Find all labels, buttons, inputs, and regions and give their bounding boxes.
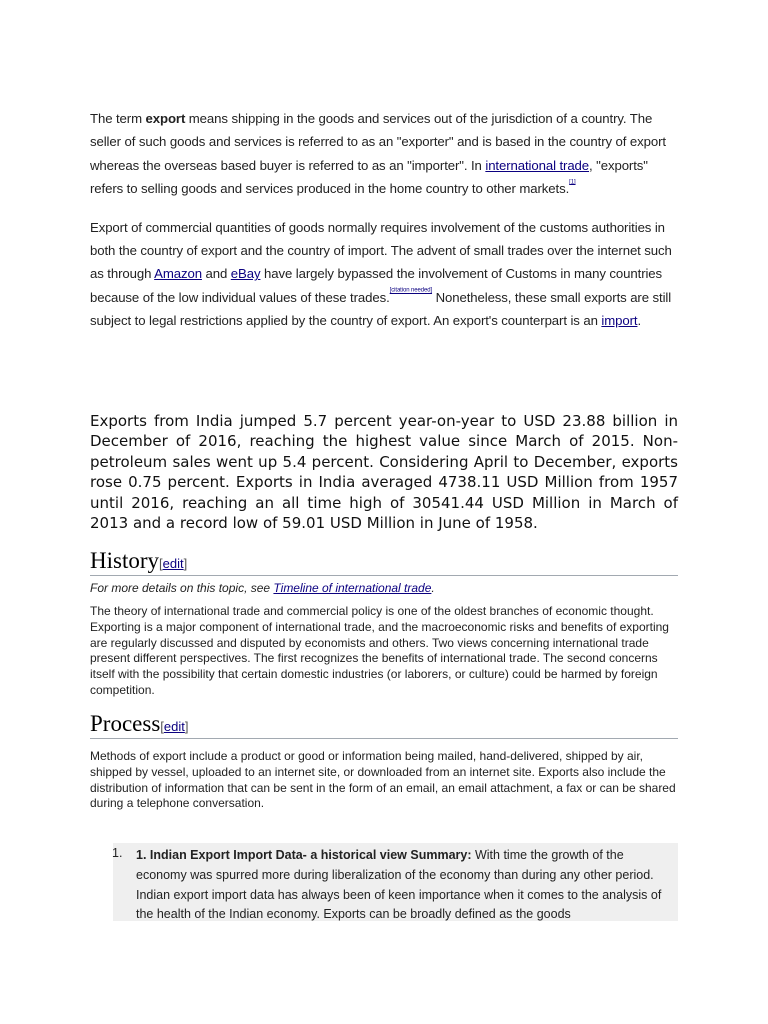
india-exports-paragraph: Exports from India jumped 5.7 percent year-on-year to USD 23.88 billion in December of 2016, reaching the highest value since March of 2015. Non-petroleum sales went up 5.4 percent. Considering April to December, exports rose 0.75 percent. Exports in India averaged 4738.11 USD Million from 1957 until 2016, reaching an all time high of 30541.44 USD Million in March of 2013 and a record low of 59.01 USD Million in June of 1958. xyxy=(90,412,678,533)
reference-link-1[interactable]: [1] xyxy=(569,179,576,186)
link-amazon[interactable]: Amazon xyxy=(154,266,202,282)
text-run: The term xyxy=(90,111,146,126)
text-run: , "exports" refers to selling goods and services produced in the home country to other markets. xyxy=(90,157,648,197)
history-body: The theory of international trade and commercial policy is one of the oldest branches of economic thought. Exporting is a major component of international trade, and the macroeconomic risks and benefits of exporting are regularly discussed and disputed by economists and others. Two views concerning international trade present different perspectives. The first recognizes the benefits of international trade. The second concerns itself with the possibility that certain domestic industries (or laborers, or culture) could be harmed by foreign competition. xyxy=(90,604,669,697)
summary-list-item xyxy=(136,846,676,925)
intro-paragraph-1 xyxy=(90,107,678,201)
history-edit-link[interactable]: edit xyxy=(162,556,184,571)
history-heading xyxy=(90,548,678,576)
history-hatnote xyxy=(90,581,678,595)
summary-body: With time the growth of the economy was spurred more during liberalization of the economy than during any other period. Indian export import data has always been of keen importance when it comes to the analysis of the health of the Indian economy. Exports can be broadly defined as the goods xyxy=(136,848,662,922)
process-heading xyxy=(90,711,678,739)
bracket: ] xyxy=(183,556,188,571)
list-number: 1. xyxy=(112,846,123,860)
intro-paragraph-2 xyxy=(90,216,678,333)
text-run: Nonetheless, these small exports are still subject to legal restrictions applied by the country of export. An export's counterpart is an xyxy=(90,289,672,329)
text-run: means shipping in the goods and services out of the jurisdiction of a country. The seller of such goods and services is referred to as an "exporter" and is based in the country of export whereas the overseas based buyer is referred to as an "importer". In xyxy=(90,111,666,173)
link-ebay[interactable]: eBay xyxy=(230,266,261,282)
text-run: Export of commercial quantities of goods normally requires involvement of the customs authorities in both the country of export and the country of import. The advent of small trades over the internet such as through xyxy=(90,219,672,282)
history-edit xyxy=(159,556,187,571)
process-title: Process xyxy=(90,711,161,736)
process-edit xyxy=(160,719,188,734)
text-run: For more details on this topic, see xyxy=(90,581,274,595)
citation-needed-link[interactable]: [citation needed] xyxy=(389,287,433,294)
summary-title: 1. Indian Export Import Data- a historical view Summary: xyxy=(136,848,472,862)
bracket: [ xyxy=(160,719,164,734)
process-body: Methods of export include a product or good or information being mailed, hand-delivered, shipped by air, shipped by vessel, uploaded to an internet site, or downloaded from an internet site. Exports also include the distribution of information that can be sent in the form of an email, an email attachment, a fax or can be shared during a telephone conversation. xyxy=(90,749,676,811)
bracket: [ xyxy=(159,556,163,571)
link-timeline-international-trade[interactable]: Timeline of international trade xyxy=(273,581,432,595)
link-import[interactable]: import xyxy=(601,313,638,329)
text-run: . xyxy=(637,313,642,329)
bold-term-export: export xyxy=(145,111,186,126)
text-run: . xyxy=(431,581,435,595)
text-run: and xyxy=(201,266,231,282)
bracket: ] xyxy=(184,719,189,734)
intro-section xyxy=(90,107,678,348)
text-run: have largely bypassed the involvement of Customs in many countries because of the low individual values of these trades. xyxy=(90,266,663,305)
link-international-trade[interactable]: international trade xyxy=(485,157,590,173)
history-title: History xyxy=(90,548,159,573)
process-edit-link[interactable]: edit xyxy=(163,719,185,734)
